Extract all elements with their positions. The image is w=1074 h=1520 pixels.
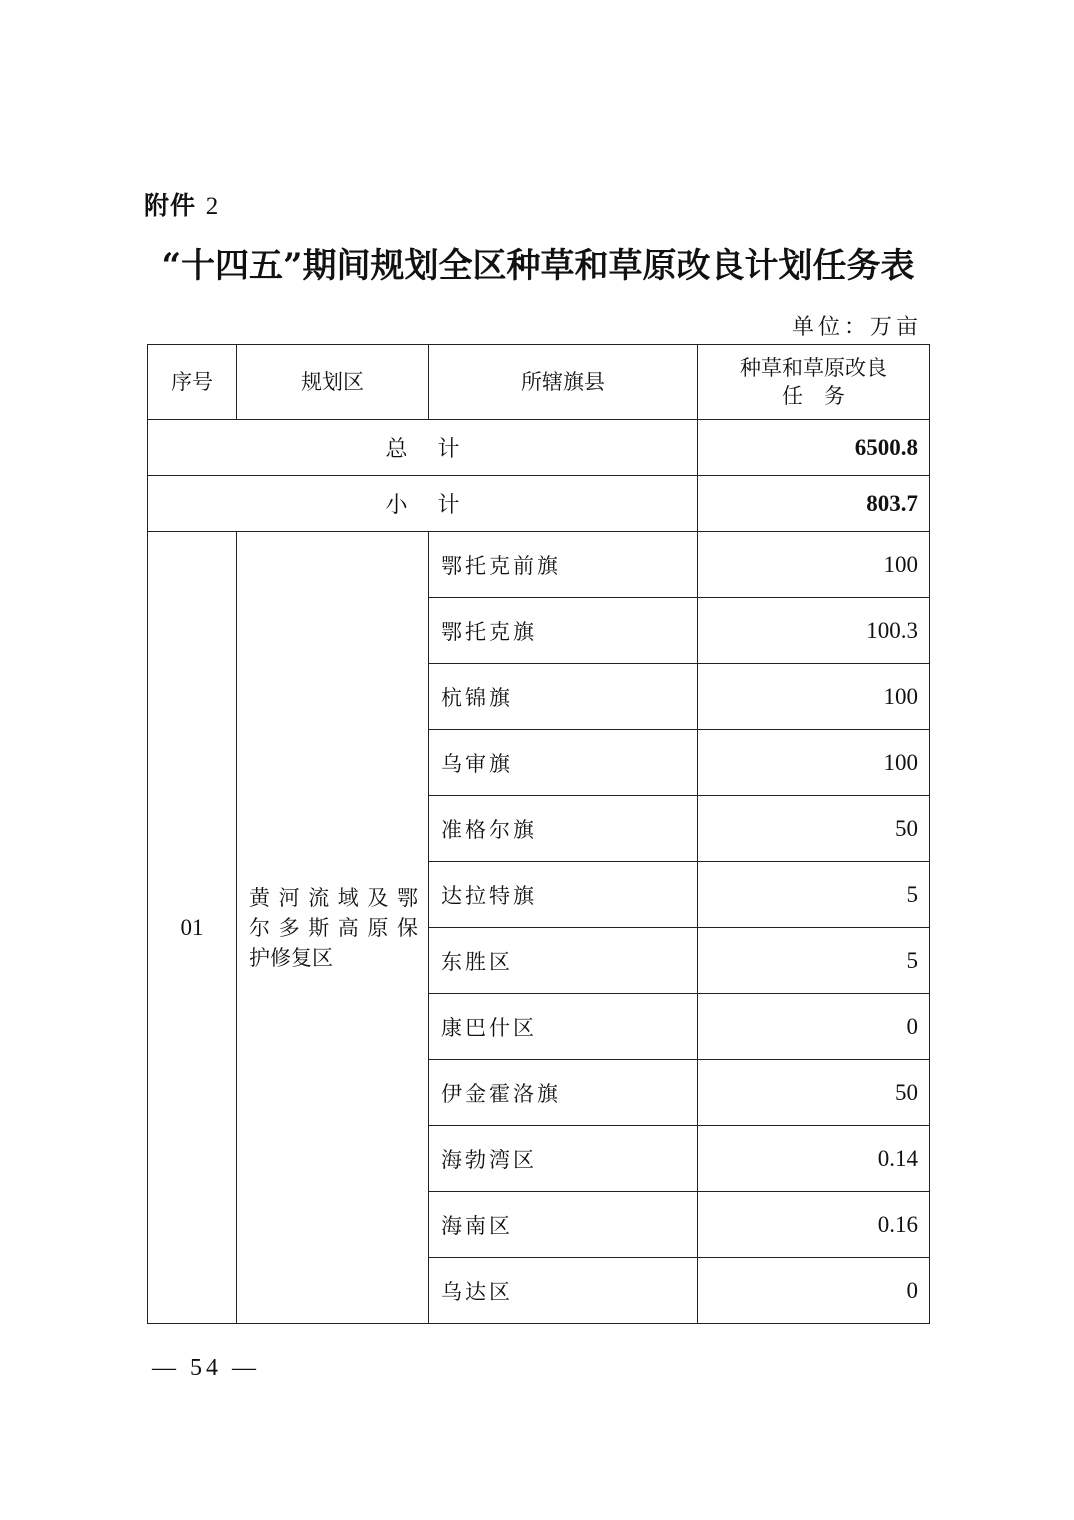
county-value: 100.3 bbox=[698, 598, 930, 664]
header-task-line1: 种草和草原改良 bbox=[740, 356, 887, 380]
group-region-line: 护修复区 bbox=[249, 945, 333, 970]
county-name: 鄂托克旗 bbox=[429, 598, 698, 664]
county-value: 5 bbox=[698, 928, 930, 994]
county-value: 5 bbox=[698, 862, 930, 928]
county-value: 0 bbox=[698, 1258, 930, 1324]
header-seq: 序号 bbox=[148, 345, 237, 420]
county-name: 康巴什区 bbox=[429, 994, 698, 1060]
county-value: 100 bbox=[698, 730, 930, 796]
county-value: 0.16 bbox=[698, 1192, 930, 1258]
county-name: 准格尔旗 bbox=[429, 796, 698, 862]
group-seq: 01 bbox=[148, 532, 237, 1324]
attachment-label bbox=[144, 186, 219, 222]
county-name: 伊金霍洛旗 bbox=[429, 1060, 698, 1126]
county-value: 0.14 bbox=[698, 1126, 930, 1192]
header-task-line2: 任 务 bbox=[782, 384, 845, 408]
subtotal-label: 小计 bbox=[148, 476, 698, 532]
task-table bbox=[147, 344, 930, 1324]
total-label: 总计 bbox=[148, 420, 698, 476]
county-value: 100 bbox=[698, 532, 930, 598]
attachment-prefix: 附件 bbox=[144, 191, 197, 220]
group-region-line: 尔多斯高原保 bbox=[249, 915, 418, 940]
table-header-row bbox=[148, 345, 930, 420]
total-row bbox=[148, 420, 930, 476]
header-region: 规划区 bbox=[237, 345, 429, 420]
county-value: 50 bbox=[698, 796, 930, 862]
document-title: “十四五”期间规划全区种草和草原改良计划任务表 bbox=[161, 246, 915, 286]
unit-label: 单位：万亩 bbox=[791, 315, 922, 340]
attachment-number: 2 bbox=[205, 193, 220, 220]
county-value: 100 bbox=[698, 664, 930, 730]
county-name: 东胜区 bbox=[429, 928, 698, 994]
total-value: 6500.8 bbox=[698, 420, 930, 476]
county-name: 鄂托克前旗 bbox=[429, 532, 698, 598]
county-name: 达拉特旗 bbox=[429, 862, 698, 928]
county-name: 杭锦旗 bbox=[429, 664, 698, 730]
header-county: 所辖旗县 bbox=[429, 345, 698, 420]
subtotal-row bbox=[148, 476, 930, 532]
county-name: 乌达区 bbox=[429, 1258, 698, 1324]
subtotal-value: 803.7 bbox=[698, 476, 930, 532]
header-task bbox=[698, 345, 930, 420]
county-value: 50 bbox=[698, 1060, 930, 1126]
group-region-line: 黄河流域及鄂 bbox=[249, 885, 418, 910]
county-name: 海勃湾区 bbox=[429, 1126, 698, 1192]
table-row bbox=[148, 532, 930, 598]
county-name: 海南区 bbox=[429, 1192, 698, 1258]
group-region bbox=[237, 532, 429, 1324]
county-value: 0 bbox=[698, 994, 930, 1060]
page-number: — 54 — bbox=[152, 1355, 260, 1381]
county-name: 乌审旗 bbox=[429, 730, 698, 796]
